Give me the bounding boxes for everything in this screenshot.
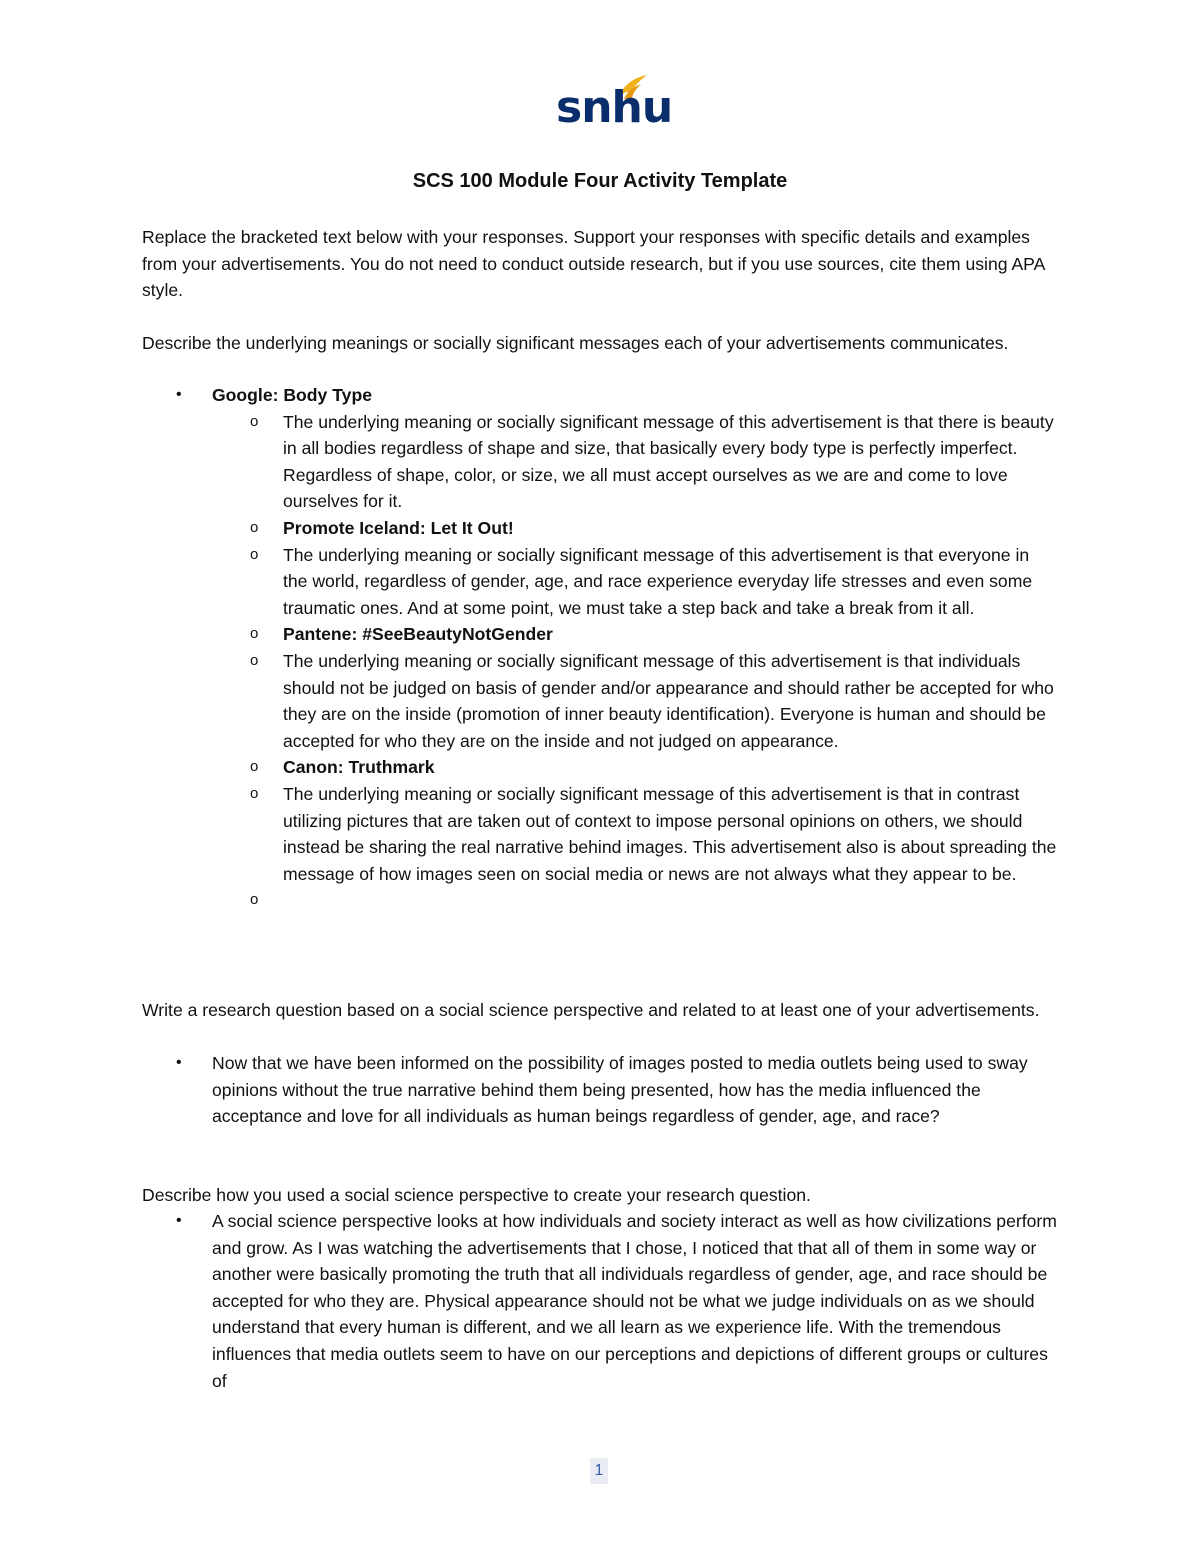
- section1-prompt: Describe the underlying meanings or socially significant messages each of your advertisements communicates.: [142, 333, 1009, 353]
- page-title: SCS 100 Module Four Activity Template: [412, 170, 788, 192]
- ad-meaning-pantene: The underlying meaning or socially significant message of this advertisement is that individuals should not be judged on basis of gender and/or appearance and should rather be accepted for who they are on the inside (promotion of inner beauty identification). Everyone is human and should be accepted for who they are on the inside and not judged on appearance.: [283, 650, 1054, 751]
- page-number: 1: [590, 1458, 608, 1484]
- list-item-empty: [0, 887, 1058, 914]
- intro-paragraph: Replace the bracketed text below with your responses. Support your responses with specific details and examples from your advertisements. You do not need to conduct outside research, but if you use sources, cite them using APA style.: [142, 227, 1045, 301]
- sub-marker: o: [250, 545, 259, 563]
- ad-meaning-google: The underlying meaning or socially significant message of this advertisement is that there is beauty in all bodies regardless of shape and size, that basically every body type is perfectly imperfect. Regardless of shape, color, or size, we all must accept ourselves as we are and come to love ourselves for it.: [283, 411, 1054, 512]
- sub-marker: o: [250, 651, 259, 669]
- section3-prompt: Describe how you used a social science perspective to create your research question.: [142, 1185, 811, 1205]
- section3-list: [0, 1208, 1200, 1394]
- section2-prompt: Write a research question based on a social science perspective and related to at least one of your advertisements.: [142, 1000, 1040, 1020]
- snhu-logo: [550, 68, 673, 134]
- sub-marker: o: [250, 518, 259, 536]
- sub-marker: o: [250, 891, 259, 909]
- list-item: [0, 409, 1058, 515]
- list-item: [0, 648, 1058, 754]
- list-item: [0, 1208, 1057, 1394]
- bullet-marker: •: [176, 1212, 182, 1229]
- sub-marker: o: [250, 412, 259, 430]
- section1-list: [0, 382, 1200, 914]
- ad-title-google: Google: Body Type: [212, 385, 372, 405]
- list-item: [0, 621, 1058, 648]
- perspective-explanation: A social science perspective looks at how individuals and society interact as well as how civilizations perform and grow. As I was watching the advertisements that I chose, I noticed that that all of them in some way or another were basically promoting the truth that all individuals regardless of gender, age, and race should be accepted for who they are. Physical appearance should not be what we judge individuals on as we should understand that every human is different, and we all learn as we experience life. With the tremendous influences that media outlets seem to have on our perceptions and depictions of different groups or cultures of: [212, 1211, 1057, 1391]
- sub-marker: o: [250, 625, 259, 643]
- bullet-marker: •: [176, 386, 182, 403]
- list-item: [0, 781, 1058, 887]
- sub-marker: o: [250, 758, 259, 776]
- research-question: Now that we have been informed on the possibility of images posted to media outlets being used to sway opinions without the true narrative behind them being presented, how has the media influenced the acceptance and love for all individuals as human beings regardless of gender, age, and race?: [212, 1053, 1028, 1127]
- ad-title-iceland: Promote Iceland: Let It Out!: [283, 517, 514, 538]
- ad-meaning-iceland: The underlying meaning or socially significant message of this advertisement is that everyone in the world, regardless of gender, age, and race experience everyday life stresses and even some traumatic ones. And at some point, we must take a step back and take a break from it all.: [283, 544, 1033, 618]
- ad-title-pantene: Pantene: #SeeBeautyNotGender: [283, 624, 553, 645]
- list-item: [0, 515, 1058, 542]
- section2-list: [0, 1050, 1200, 1130]
- list-item: [0, 1050, 1057, 1130]
- list-item: [0, 754, 1058, 781]
- ad-title-canon: Canon: Truthmark: [283, 757, 435, 778]
- sub-marker: o: [250, 784, 259, 802]
- list-item: [0, 382, 1057, 409]
- list-item: [0, 542, 1058, 622]
- logo-wordmark: snhu: [556, 82, 673, 133]
- ad-meaning-canon: The underlying meaning or socially significant message of this advertisement is that in contrast utilizing pictures that are taken out of context to impose personal opinions on others, we should instead be sharing the real narrative behind images. This advertisement also is about spreading the message of how images seen on social media or news are not always what they appear to be.: [283, 783, 1057, 884]
- bullet-marker: •: [176, 1054, 182, 1071]
